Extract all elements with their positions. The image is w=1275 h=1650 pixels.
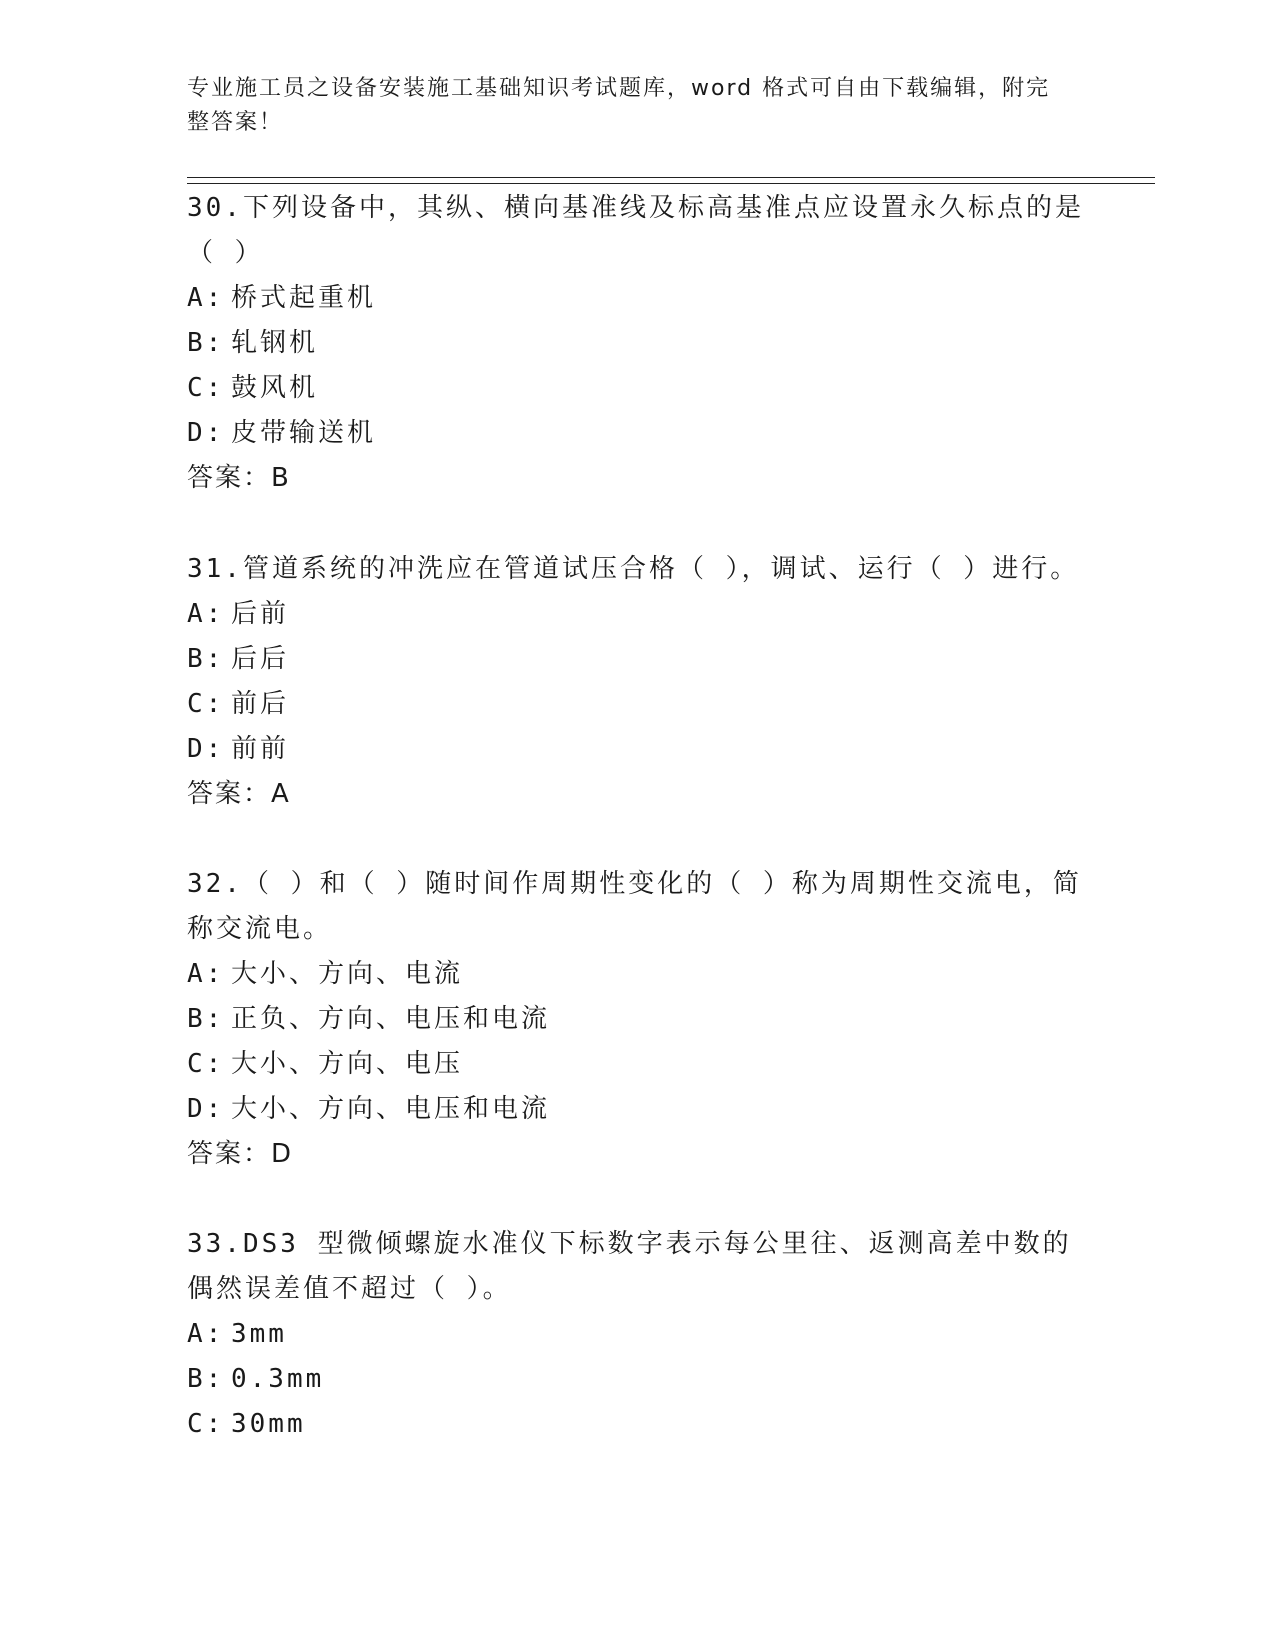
question-30 — [187, 186, 1087, 501]
option-b — [187, 321, 1087, 366]
question-stem: 33.DS3 型微倾螺旋水准仪下标数字表示每公里往、返测高差中数的偶然误差值不超过（ ）。 — [187, 1229, 1072, 1304]
option-a — [187, 276, 1087, 321]
option-text: 正负、方向、电压和电流 — [231, 1004, 551, 1034]
option-text: 鼓风机 — [231, 373, 319, 403]
option-b — [187, 997, 1087, 1042]
option-key: B: — [187, 328, 225, 358]
option-key: C: — [187, 373, 225, 403]
option-text: 30mm — [231, 1409, 306, 1439]
option-d — [187, 1087, 1087, 1132]
option-text: 前后 — [231, 689, 290, 719]
option-key: C: — [187, 1409, 225, 1439]
option-key: A: — [187, 283, 225, 313]
option-key: D: — [187, 418, 225, 448]
question-33 — [187, 1222, 1087, 1447]
option-text: 皮带输送机 — [231, 418, 377, 448]
answer: 答案：A — [187, 779, 291, 809]
option-d — [187, 411, 1087, 456]
question-31 — [187, 547, 1087, 817]
option-text: 轧钢机 — [231, 328, 319, 358]
option-c — [187, 1402, 1087, 1447]
option-text: 后前 — [231, 599, 290, 629]
header-divider-bottom — [187, 183, 1155, 184]
option-key: A: — [187, 599, 225, 629]
document-header: 专业施工员之设备安装施工基础知识考试题库，word 格式可自由下载编辑，附完整答案！ — [187, 76, 1051, 135]
option-c — [187, 682, 1087, 727]
option-c — [187, 366, 1087, 411]
option-a — [187, 592, 1087, 637]
question-stem: 30.下列设备中，其纵、横向基准线及标高基准点应设置永久标点的是（ ） — [187, 193, 1084, 268]
option-text: 桥式起重机 — [231, 283, 377, 313]
option-text: 大小、方向、电压 — [231, 1049, 464, 1079]
answer: 答案：B — [187, 463, 291, 493]
option-text: 3mm — [231, 1319, 287, 1349]
option-key: D: — [187, 1094, 225, 1124]
option-text: 前前 — [231, 734, 290, 764]
option-text: 0.3mm — [231, 1364, 325, 1394]
option-key: A: — [187, 959, 225, 989]
option-key: B: — [187, 644, 225, 674]
option-text: 大小、方向、电压和电流 — [231, 1094, 551, 1124]
option-key: B: — [187, 1004, 225, 1034]
option-key: A: — [187, 1319, 225, 1349]
option-key: B: — [187, 1364, 225, 1394]
header-divider-top — [187, 177, 1155, 178]
question-stem: 31.管道系统的冲洗应在管道试压合格（ ），调试、运行（ ）进行。 — [187, 554, 1080, 584]
option-d — [187, 727, 1087, 772]
option-key: C: — [187, 689, 225, 719]
answer: 答案：D — [187, 1139, 294, 1169]
question-32 — [187, 862, 1087, 1177]
option-text: 大小、方向、电流 — [231, 959, 464, 989]
option-text: 后后 — [231, 644, 290, 674]
question-stem: 32.（ ）和（ ）随时间作周期性变化的（ ）称为周期性交流电，简称交流电。 — [187, 869, 1082, 944]
option-key: C: — [187, 1049, 225, 1079]
option-b — [187, 637, 1087, 682]
option-key: D: — [187, 734, 225, 764]
option-c — [187, 1042, 1087, 1087]
option-a — [187, 952, 1087, 997]
option-b — [187, 1357, 1087, 1402]
option-a — [187, 1312, 1087, 1357]
